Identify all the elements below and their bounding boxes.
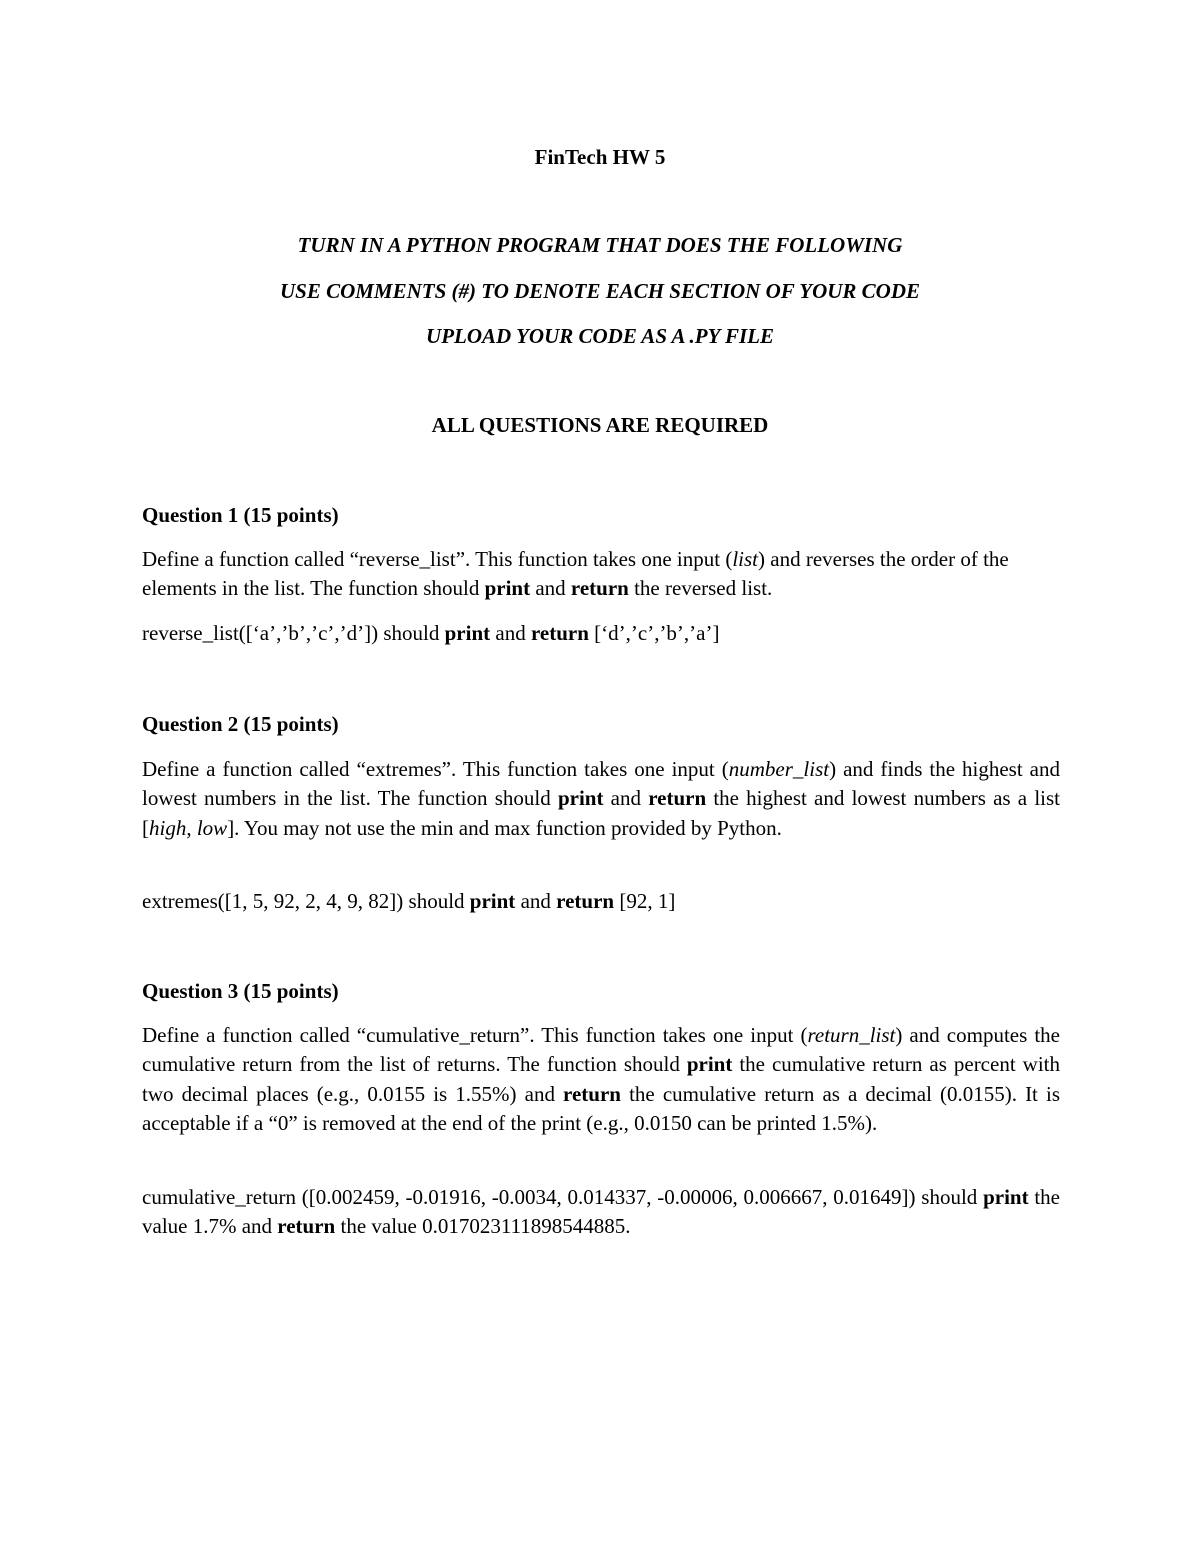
question-1-description: Define a function called “reverse_list”. This function takes one input (list) and reverses the order of the elements in the list. The function should print and return the reversed list. [142, 547, 1009, 601]
instruction-line-1: TURN IN A PYTHON PROGRAM THAT DOES THE FOLLOWING [297, 233, 903, 257]
question-3-heading: Question 3 (15 points) [142, 979, 339, 1003]
question-1-example: reverse_list([‘a’,’b’,’c’,’d’]) should print and return [‘d’,’c’,’b’,’a’] [142, 621, 720, 645]
instruction-line-3: UPLOAD YOUR CODE AS A .PY FILE [426, 324, 774, 348]
question-3-description: Define a function called “cumulative_return”. This function takes one input (return_list) and computes the cumulative return from the list of returns. The function should print the cumulative return as percent with two decimal places (e.g., 0.0155 is 1.55%) and return the cumulative return as a decimal (0.0155). It is acceptable if a “0” is removed at the end of the print (e.g., 0.0150 can be printed 1.5%). [142, 1023, 1060, 1135]
question-3-example: cumulative_return ([0.002459, -0.01916, -0.0034, 0.014337, -0.00006, 0.006667, 0.01649]) should print the value 1.7% and return the value 0.017023111898544885. [142, 1185, 1060, 1239]
question-2-heading: Question 2 (15 points) [142, 712, 339, 736]
question-1-heading: Question 1 (15 points) [142, 503, 339, 527]
question-2-description: Define a function called “extremes”. This function takes one input (number_list) and finds the highest and lowest numbers in the list. The function should print and return the highest and lowest numbers as a list [high, low]. You may not use the min and max function provided by Python. [142, 757, 1061, 840]
instruction-line-2: USE COMMENTS (#) TO DENOTE EACH SECTION OF YOUR CODE [279, 279, 921, 303]
required-note: ALL QUESTIONS ARE REQUIRED [431, 413, 769, 437]
page-title: FinTech HW 5 [534, 145, 666, 169]
question-2-example: extremes([1, 5, 92, 2, 4, 9, 82]) should print and return [92, 1] [142, 889, 676, 913]
